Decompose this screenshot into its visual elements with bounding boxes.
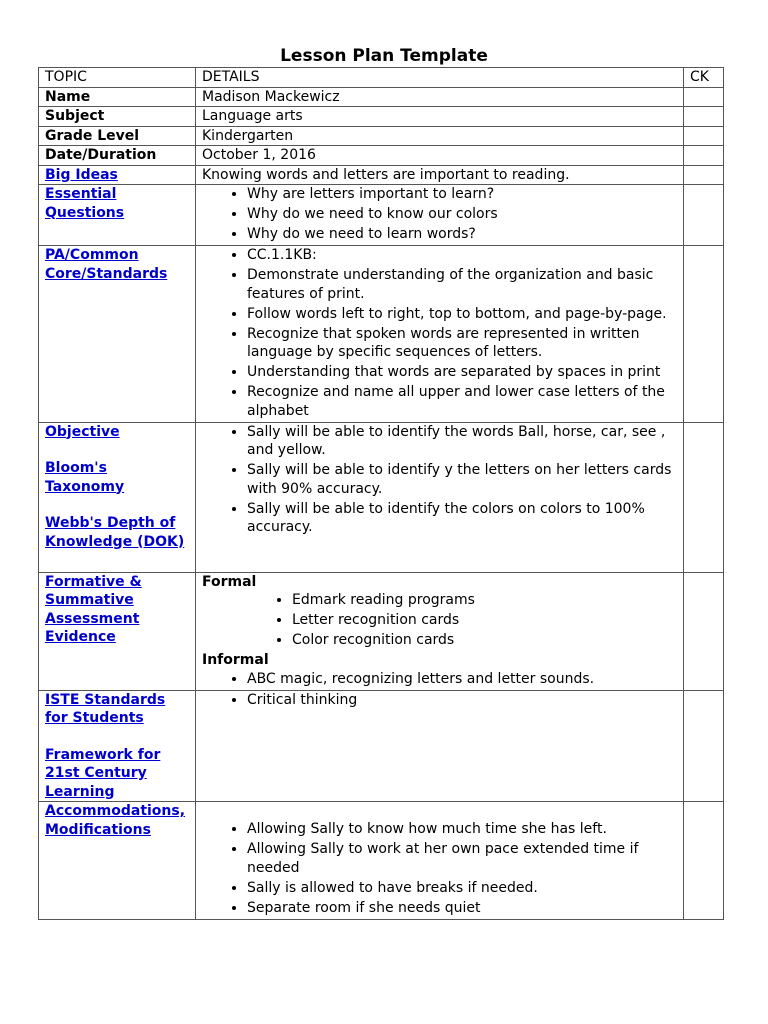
essential-questions-link[interactable]: Essential Questions: [45, 186, 125, 221]
table-row: [39, 107, 724, 127]
list-item: • Allowing Sally to know how much time she has left.: [247, 820, 677, 839]
list-item: • Demonstrate understanding of the organization and basic features of print.: [247, 266, 677, 303]
ck-cell: [684, 185, 724, 246]
table-row: [39, 165, 724, 185]
ck-cell: [684, 107, 724, 127]
header-details: DETAILS: [196, 68, 684, 88]
formal-list: [202, 591, 677, 650]
list-item: • Allowing Sally to work at her own pace extended time if needed: [247, 840, 677, 877]
ck-cell: [684, 87, 724, 107]
ck-cell: [684, 572, 724, 690]
row-value-subject: Language arts: [196, 107, 684, 127]
list-item: • Why do we need to learn words?: [247, 225, 677, 244]
framework-21st-century-link[interactable]: Framework for 21st Century Learning: [45, 746, 161, 800]
lesson-plan-table: [38, 67, 724, 920]
ck-cell: [684, 802, 724, 920]
ck-cell: [684, 126, 724, 146]
table-row: [39, 802, 724, 920]
row-value-big-ideas: Knowing words and letters are important to reading.: [196, 165, 684, 185]
list-item: • Why do we need to know our colors: [247, 205, 677, 224]
formal-heading: Formal: [202, 573, 257, 590]
table-row: [39, 126, 724, 146]
list-item: • Recognize and name all upper and lower case letters of the alphabet: [247, 383, 677, 420]
list-item: • CC.1.1KB:: [247, 246, 677, 265]
big-ideas-link[interactable]: Big Ideas: [45, 166, 118, 183]
table-row: [39, 422, 724, 572]
list-item: • Letter recognition cards: [292, 611, 677, 630]
list-item: • Separate room if she needs quiet: [247, 899, 677, 918]
row-label-name: Name: [39, 87, 196, 107]
list-item: • Why are letters important to learn?: [247, 185, 677, 204]
blooms-taxonomy-link[interactable]: Bloom's Taxonomy: [45, 460, 125, 495]
essential-questions-list: [202, 185, 677, 244]
ck-cell: [684, 246, 724, 423]
row-value-grade: Kindergarten: [196, 126, 684, 146]
webbs-dok-link[interactable]: Webb's Depth of Knowledge (DOK): [45, 515, 185, 550]
header-ck: CK: [684, 68, 724, 88]
row-label-date: Date/Duration: [39, 146, 196, 166]
accommodations-link[interactable]: Accommodations, Modifications: [45, 803, 186, 838]
ck-cell: [684, 422, 724, 572]
table-row: [39, 572, 724, 690]
header-topic: TOPIC: [39, 68, 196, 88]
list-item: • Sally will be able to identify the colors on colors to 100% accuracy.: [247, 500, 677, 537]
list-item: • Critical thinking: [247, 691, 677, 710]
row-label-grade: Grade Level: [39, 126, 196, 146]
ck-cell: [684, 146, 724, 166]
document-title: Lesson Plan Template: [280, 46, 488, 66]
row-value-date: October 1, 2016: [196, 146, 684, 166]
informal-heading: Informal: [202, 652, 269, 668]
row-label-subject: Subject: [39, 107, 196, 127]
accommodations-list: [202, 820, 677, 917]
table-row: [39, 87, 724, 107]
list-item: • Follow words left to right, top to bottom, and page-by-page.: [247, 305, 677, 324]
list-item: • ABC magic, recognizing letters and letter sounds.: [247, 670, 677, 689]
objective-link[interactable]: Objective: [45, 423, 120, 440]
ck-cell: [684, 690, 724, 802]
standards-link[interactable]: PA/Common Core/Standards: [45, 247, 168, 282]
table-row: [39, 185, 724, 246]
iste-standards-link[interactable]: ISTE Standards for Students: [45, 691, 166, 726]
list-item: • Edmark reading programs: [292, 591, 677, 610]
table-row: [39, 690, 724, 802]
list-item: • Sally will be able to identify the words Ball, horse, car, see , and yellow.: [247, 423, 677, 460]
table-header-row: [39, 68, 724, 88]
list-item: • Color recognition cards: [292, 631, 677, 650]
list-item: • Sally is allowed to have breaks if needed.: [247, 879, 677, 898]
objective-list: [202, 423, 677, 537]
list-item: • Recognize that spoken words are represented in written language by specific sequences of letters.: [247, 325, 677, 362]
row-value-name: Madison Mackewicz: [196, 87, 684, 107]
ck-cell: [684, 165, 724, 185]
iste-list: [202, 691, 677, 710]
list-item: • Sally will be able to identify y the letters on her letters cards with 90% accuracy.: [247, 461, 677, 498]
table-row: [39, 146, 724, 166]
standards-list: [202, 246, 677, 420]
informal-list: [202, 670, 677, 689]
table-row: [39, 246, 724, 423]
assessment-link[interactable]: Formative & Summative Assessment Evidence: [45, 573, 142, 645]
list-item: • Understanding that words are separated by spaces in print: [247, 363, 677, 382]
